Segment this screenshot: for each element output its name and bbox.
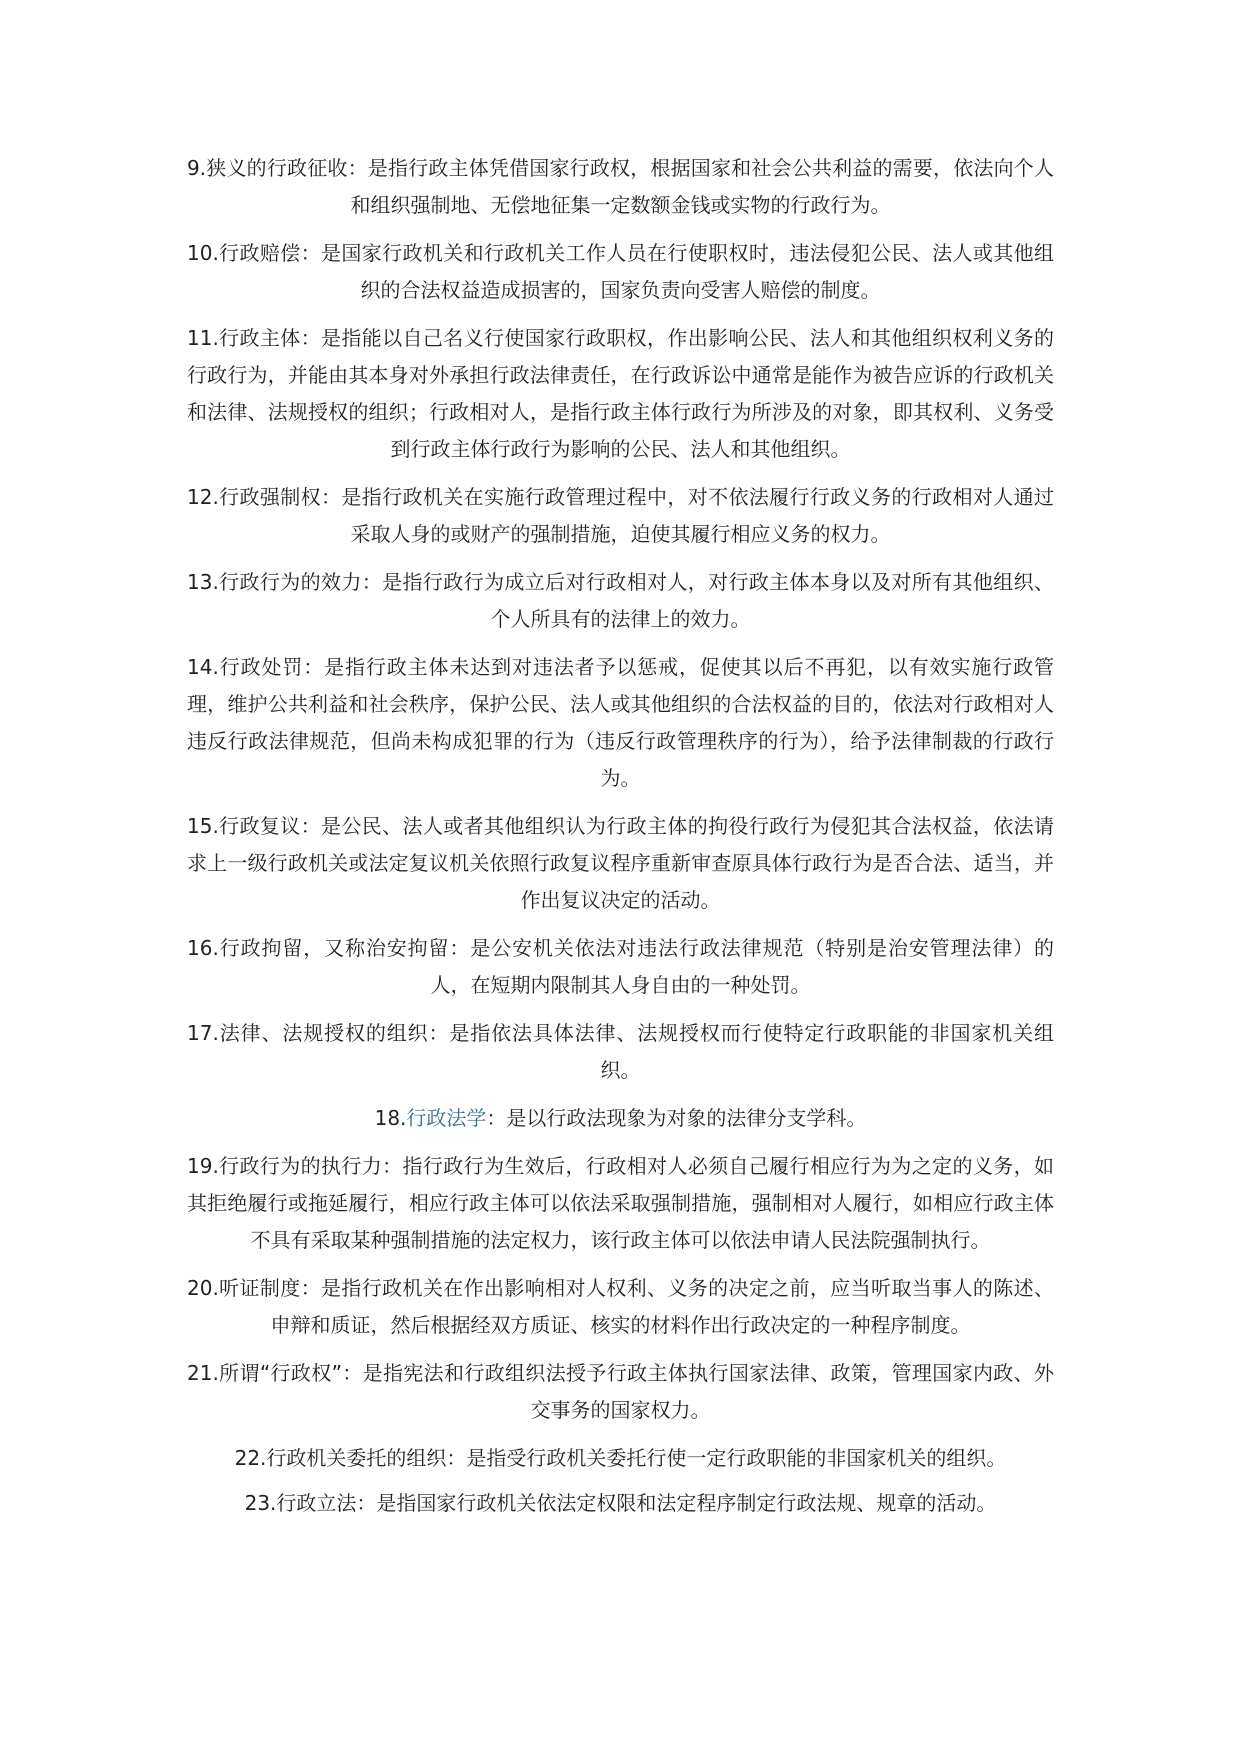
term-number: 16. (187, 936, 219, 960)
term-definition: 行政拘留，又称治安拘留：是公安机关依法对违法行政法律规范（特别是治安管理法律）的人，在短期内限制其人身自由的一种处罚。 (218, 936, 1054, 997)
term-definition: 行政赔偿：是国家行政机关和行政机关工作人员在行使职权时，违法侵犯公民、法人或其他组织的合法权益造成损害的，国家负责向受害人赔偿的制度。 (218, 241, 1054, 302)
term-definition: 行政机关委托的组织：是指受行政机关委托行使一定行政职能的非国家机关的组织。 (266, 1446, 1007, 1470)
term-number: 11. (187, 326, 219, 350)
term-number: 10. (187, 241, 219, 265)
term-number: 15. (187, 814, 219, 838)
term-definition: 行政行为的执行力：指行政行为生效后，行政相对人必须自己履行相应行为为之定的义务，如其拒绝履行或拖延履行，相应行政主体可以依法采取强制措施，强制相对人履行，如相应行政主体不具有采取某种强制措施的法定权力，该行政主体可以依法申请人民法院强制执行。 (187, 1154, 1054, 1252)
term-17 (187, 1015, 1054, 1089)
term-definition: 行政处罚：是指行政主体未达到对违法者予以惩戒，促使其以后不再犯，以有效实施行政管理，维护公共利益和社会秩序，保护公民、法人或其他组织的合法权益的目的，依法对行政相对人违反行政法律规范，但尚未构成犯罪的行为（违反行政管理秩序的行为），给予法律制裁的行政行为。 (187, 655, 1054, 790)
term-number: 23. (244, 1491, 277, 1515)
term-number: 13. (187, 570, 219, 594)
term-number: 9. (187, 156, 207, 180)
term-9 (187, 150, 1054, 224)
term-link[interactable]: 行政法学 (406, 1106, 487, 1130)
term-number: 14. (187, 655, 219, 679)
term-definition: 行政强制权：是指行政机关在实施行政管理过程中，对不依法履行行政义务的行政相对人通过采取人身的或财产的强制措施，迫使其履行相应义务的权力。 (218, 485, 1054, 546)
term-definition: 所谓“行政权”：是指宪法和行政组织法授予行政主体执行国家法律、政策，管理国家内政、外交事务的国家权力。 (218, 1361, 1054, 1422)
term-15 (187, 808, 1054, 919)
term-12 (187, 479, 1054, 553)
document-page (187, 150, 1054, 1530)
term-definition: 行政主体：是指能以自己名义行使国家行政职权，作出影响公民、法人和其他组织权利义务的行政行为，并能由其本身对外承担行政法律责任，在行政诉讼中通常是能作为被告应诉的行政机关和法律、法规授权的组织；行政相对人，是指行政主体行政行为所涉及的对象，即其权利、义务受到行政主体行政行为影响的公民、法人和其他组织。 (187, 326, 1054, 461)
term-definition: 行政复议：是公民、法人或者其他组织认为行政主体的拘役行政行为侵犯其合法权益，依法请求上一级行政机关或法定复议机关依照行政复议程序重新审查原具体行政行为是否合法、适当，并作出复议决定的活动。 (187, 814, 1054, 912)
term-23 (187, 1485, 1054, 1522)
term-definition: 法律、法规授权的组织：是指依法具体法律、法规授权而行使特定行政职能的非国家机关组织。 (218, 1021, 1054, 1082)
term-number: 20. (187, 1276, 219, 1300)
term-22 (187, 1440, 1054, 1477)
term-11 (187, 320, 1054, 468)
term-definition: 行政行为的效力：是指行政行为成立后对行政相对人，对行政主体本身以及对所有其他组织、个人所具有的法律上的效力。 (218, 570, 1054, 631)
term-definition: 听证制度：是指行政机关在作出影响相对人权利、义务的决定之前，应当听取当事人的陈述、申辩和质证，然后根据经双方质证、核实的材料作出行政决定的一种程序制度。 (218, 1276, 1054, 1337)
term-19 (187, 1148, 1054, 1259)
term-14 (187, 649, 1054, 797)
term-number: 19. (187, 1154, 219, 1178)
term-13 (187, 564, 1054, 638)
term-21 (187, 1355, 1054, 1429)
term-number: 18. (374, 1106, 407, 1130)
term-16 (187, 930, 1054, 1004)
term-number: 12. (187, 485, 219, 509)
term-18 (187, 1100, 1054, 1137)
term-definition: ：是以行政法现象为对象的法律分支学科。 (486, 1106, 867, 1130)
term-number: 17. (187, 1021, 219, 1045)
term-10 (187, 235, 1054, 309)
term-number: 22. (234, 1446, 267, 1470)
term-definition: 行政立法：是指国家行政机关依法定权限和法定程序制定行政法规、规章的活动。 (276, 1491, 997, 1515)
term-number: 21. (187, 1361, 219, 1385)
term-20 (187, 1270, 1054, 1344)
term-definition: 狭义的行政征收：是指行政主体凭借国家行政权，根据国家和社会公共利益的需要，依法向个人和组织强制地、无偿地征集一定数额金钱或实物的行政行为。 (206, 156, 1054, 217)
